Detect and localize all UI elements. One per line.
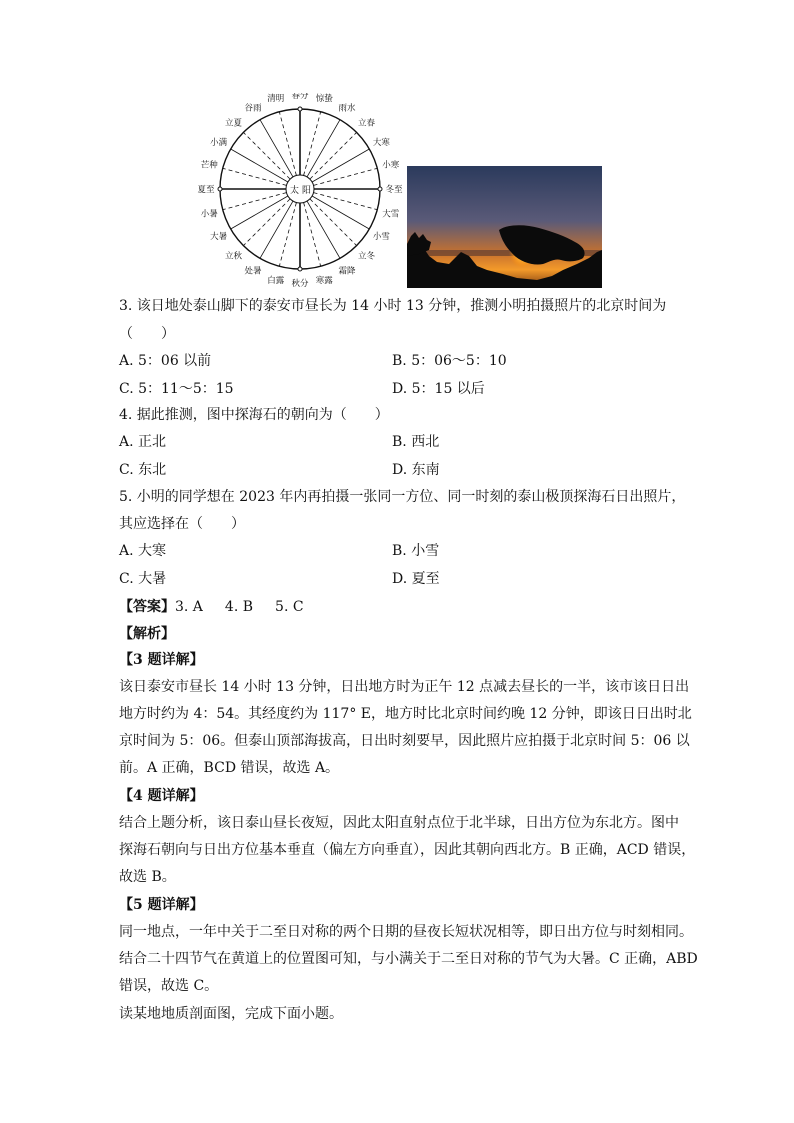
q3-option-d: D. 5：15 以后 (392, 381, 485, 397)
q5-option-b: B. 小雪 (392, 543, 440, 559)
answer-line (119, 597, 326, 617)
term-spoke (243, 199, 290, 246)
sunrise-photo-svg (407, 166, 602, 288)
solstice-equinox-marker (298, 267, 302, 271)
detail3-line: 前。A 正确，BCD 错误，故选 A。 (119, 760, 340, 776)
detail5-line: 错误，故选 C。 (119, 978, 219, 994)
q4-stem: 4. 据此推测，图中探海石的朝向为（ ） (119, 407, 389, 423)
detail3-title: 【3 题详解】 (119, 652, 204, 668)
q3-option-b: B. 5：06～5：10 (392, 353, 507, 369)
q4-option-c: C. 东北 (119, 462, 167, 478)
solar-term-label: 夏至 (197, 185, 215, 195)
q5-option-c: C. 大暑 (119, 571, 167, 587)
detail3-line: 该日泰安市昼长 14 小时 13 分钟，日出地方时为正午 12 点减去昼长的一半，该市该日日出 (119, 679, 690, 695)
solar-terms-diagram (195, 93, 410, 288)
solar-term-label: 芒种 (200, 160, 218, 171)
solar-term-label: 大寒 (372, 138, 390, 148)
q4-option-b: B. 西北 (392, 434, 440, 450)
answer-label: 【答案】 (119, 599, 175, 615)
solar-term-label: 谷雨 (244, 103, 262, 114)
detail4-line: 结合上题分析，该日泰山昼长夜短，因此太阳直射点位于北半球，日出方位为东北方。图中 (119, 815, 679, 831)
term-spoke (223, 168, 287, 185)
solstice-equinox-marker (218, 187, 222, 191)
q4-option-d: D. 东南 (392, 462, 440, 478)
answer-item: 5. C (275, 599, 304, 615)
term-spoke (279, 203, 296, 267)
solar-term-label: 雨水 (338, 103, 356, 114)
solar-term-label: 小雪 (372, 232, 390, 242)
solar-term-label: 春分 (291, 93, 309, 101)
q5-stem-line1: 5. 小明的同学想在 2023 年内再拍摄一张同一方位、同一时刻的泰山极顶探海石日出照片， (119, 489, 686, 505)
solar-term-label: 大雪 (382, 209, 400, 220)
term-spoke (279, 112, 296, 176)
solar-term-label: 小暑 (200, 209, 218, 220)
q5-option-a: A. 大寒 (119, 543, 167, 559)
next-section-intro: 读某地地质剖面图，完成下面小题。 (119, 1006, 343, 1022)
q3-stem-line2: （ ） (119, 326, 175, 342)
term-spoke (310, 132, 357, 179)
solar-term-label: 小寒 (382, 160, 400, 171)
term-spoke (314, 193, 378, 210)
term-spoke (314, 168, 378, 185)
q3-stem-line1: 3. 该日地处泰山脚下的泰安市昼长为 14 小时 13 分钟，推测小明拍摄照片的北京时间为 (119, 298, 667, 314)
solar-term-label: 立冬 (357, 251, 376, 262)
solar-term-label: 立秋 (224, 251, 243, 262)
solar-term-label: 处暑 (244, 266, 262, 277)
solar-term-label: 立春 (357, 118, 376, 129)
solar-term-label: 白露 (267, 275, 285, 286)
solar-term-label: 霜降 (338, 266, 356, 277)
detail5-line: 结合二十四节气在黄道上的位置图可知，与小满关于二至日对称的节气为大暑。C 正确，ABD (119, 951, 698, 967)
solar-term-label: 立夏 (224, 118, 243, 129)
solar-term-label: 冬至 (385, 185, 403, 195)
detail5-title: 【5 题详解】 (119, 897, 204, 913)
detail4-line: 故选 B。 (119, 869, 176, 885)
solar-term-label: 大暑 (210, 232, 228, 242)
sunrise-photo (407, 166, 602, 288)
solstice-equinox-marker (378, 187, 382, 191)
term-spoke (304, 112, 321, 176)
term-spoke (243, 132, 290, 179)
solar-term-label: 清明 (267, 94, 285, 105)
detail4-title: 【4 题详解】 (119, 788, 204, 804)
detail4-line: 探海石朝向与日出方位基本垂直（偏左方向垂直），因此其朝向西北方。B 正确，ACD 错误， (119, 842, 696, 858)
q3-option-c: C. 5：11～5：15 (119, 381, 234, 397)
q5-stem-line2: 其应选择在（ ） (119, 516, 245, 532)
term-spoke (223, 193, 287, 210)
solar-term-label: 小满 (210, 138, 228, 148)
answer-item: 4. B (224, 599, 254, 615)
detail3-line: 地方时约为 4：54。其经度约为 117° E，地方时比北京时间约晚 12 分钟，即该日日出时北 (119, 706, 692, 722)
detail5-line: 同一地点，一年中关于二至日对称的两个日期的昼夜长短状况相等，即日出方位与时刻相同。 (119, 924, 693, 940)
term-spoke (310, 199, 357, 246)
answer-item: 3. A (175, 599, 203, 615)
term-spoke (304, 203, 321, 267)
analysis-label: 【解析】 (119, 626, 175, 642)
q3-option-a: A. 5：06 以前 (119, 353, 212, 369)
solar-term-label: 寒露 (315, 275, 333, 286)
detail3-line: 京时间为 5：06。但泰山顶部海拔高，日出时刻要早，因此照片应拍摄于北京时间 5：06 以 (119, 733, 690, 749)
solar-term-label: 秋分 (291, 279, 309, 288)
solar-terms-svg (195, 93, 410, 288)
solstice-equinox-marker (298, 107, 302, 111)
sun-label-left: 太 (290, 186, 300, 196)
solar-term-label: 惊蛰 (315, 94, 333, 105)
sun-label-right: 阳 (302, 186, 312, 196)
q5-option-d: D. 夏至 (392, 571, 440, 587)
q4-option-a: A. 正北 (119, 434, 167, 450)
